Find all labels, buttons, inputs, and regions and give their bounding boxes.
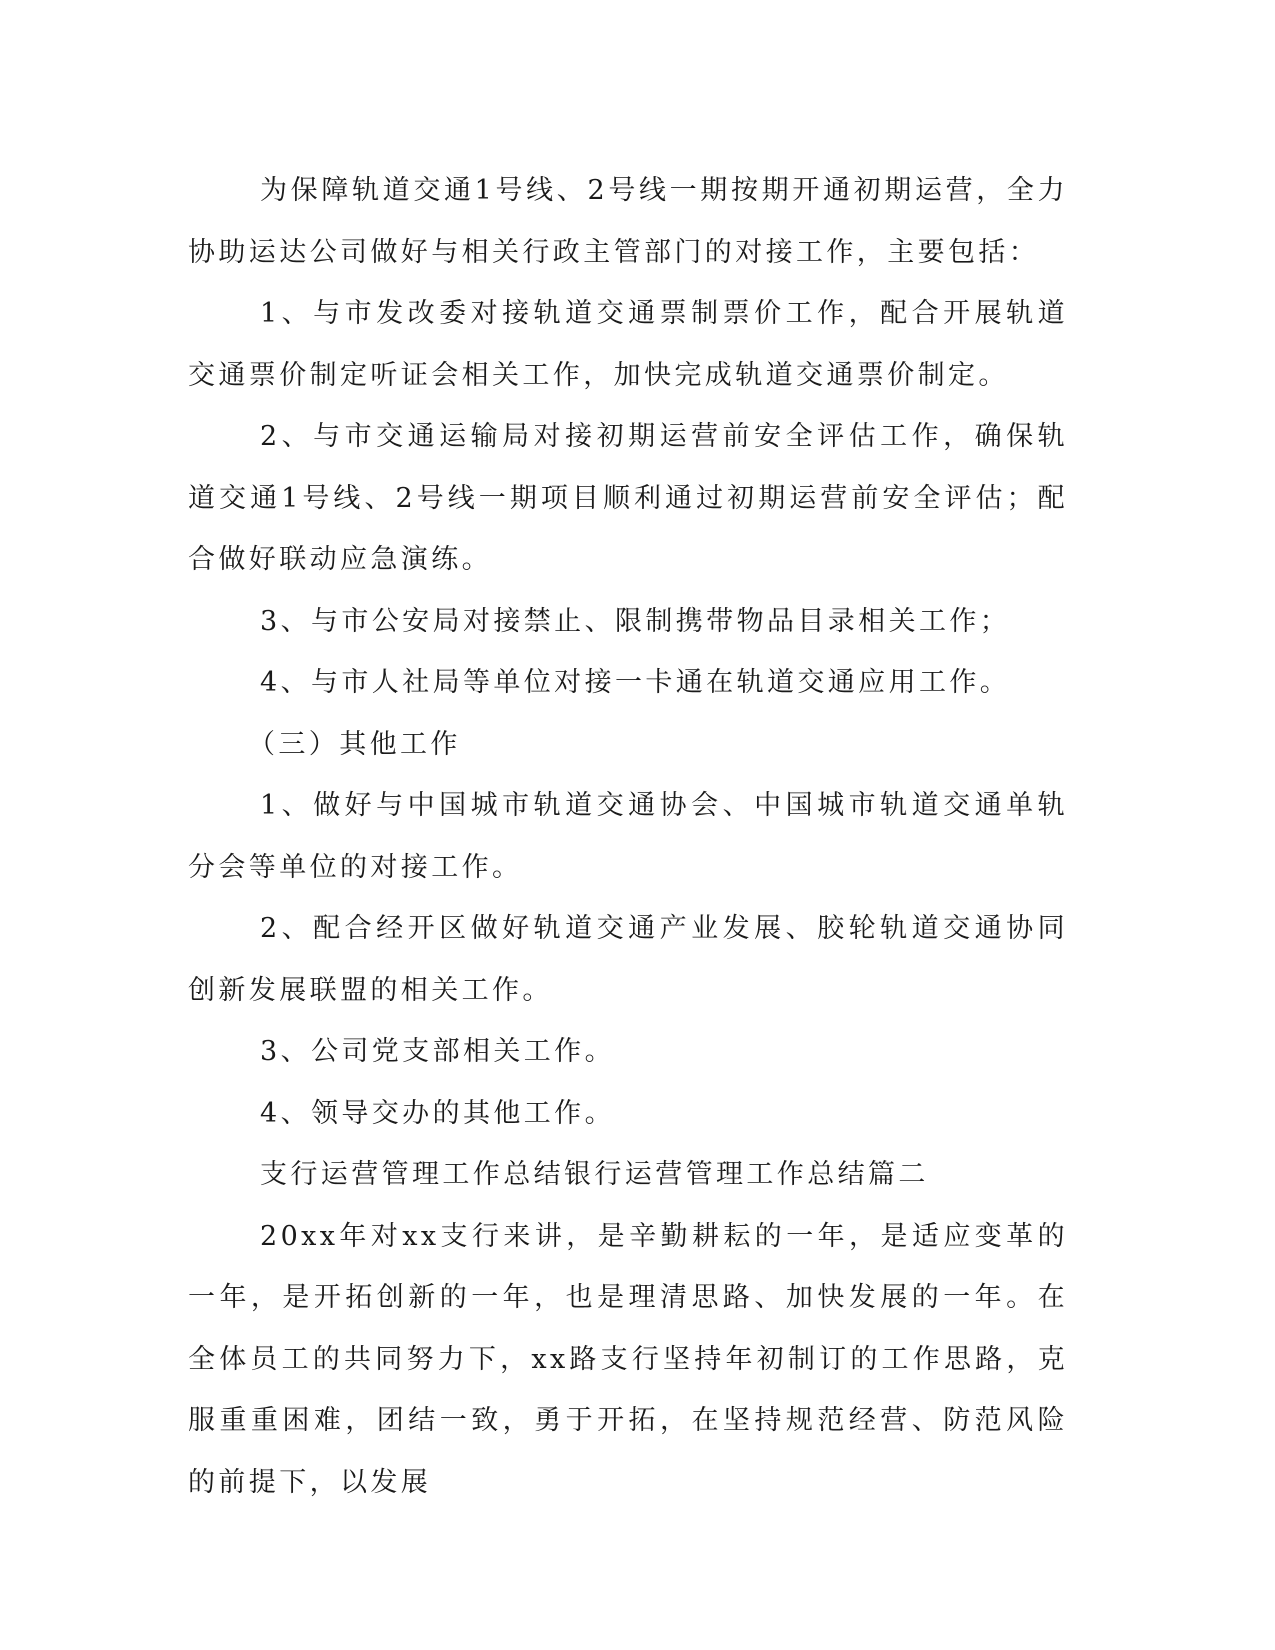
- intro-paragraph: 为保障轨道交通1号线、2号线一期按期开通初期运营，全力协助运达公司做好与相关行政主管部门的对接工作，主要包括：: [188, 175, 1068, 268]
- document-body: [188, 160, 1068, 1513]
- other-item-leader: 4、领导交办的其他工作。: [260, 1097, 615, 1129]
- other-item-party: 3、公司党支部相关工作。: [260, 1036, 615, 1067]
- other-item-industry: 2、配合经开区做好轨道交通产业发展、胶轮轨道交通协同创新发展联盟的相关工作。: [188, 913, 1068, 1006]
- list-item-safety: 2、与市交通运输局对接初期运营前安全评估工作，确保轨道交通1号线、2号线一期项目顺利通过初期运营前安全评估；配合做好联动应急演练。: [188, 421, 1068, 575]
- section-heading: （三）其他工作: [248, 728, 461, 760]
- other-item-association: 1、做好与中国城市轨道交通协会、中国城市轨道交通单轨分会等单位的对接工作。: [188, 790, 1068, 883]
- article-title: 支行运营管理工作总结银行运营管理工作总结篇二: [260, 1159, 929, 1190]
- list-item-fare: 1、与市发改委对接轨道交通票制票价工作，配合开展轨道交通票价制定听证会相关工作，加快完成轨道交通票价制定。: [188, 298, 1068, 391]
- closing-paragraph: 20xx年对xx支行来讲，是辛勤耕耘的一年，是适应变革的一年，是开拓创新的一年，也是理清思路、加快发展的一年。在全体员工的共同努力下，xx路支行坚持年初制订的工作思路，克服重重困难，团结一致，勇于开拓，在坚持规范经营、防范风险的前提下，以发展: [188, 1220, 1068, 1498]
- list-item-card: 4、与市人社局等单位对接一卡通在轨道交通应用工作。: [260, 667, 1011, 698]
- list-item-police: 3、与市公安局对接禁止、限制携带物品目录相关工作；: [260, 605, 1011, 637]
